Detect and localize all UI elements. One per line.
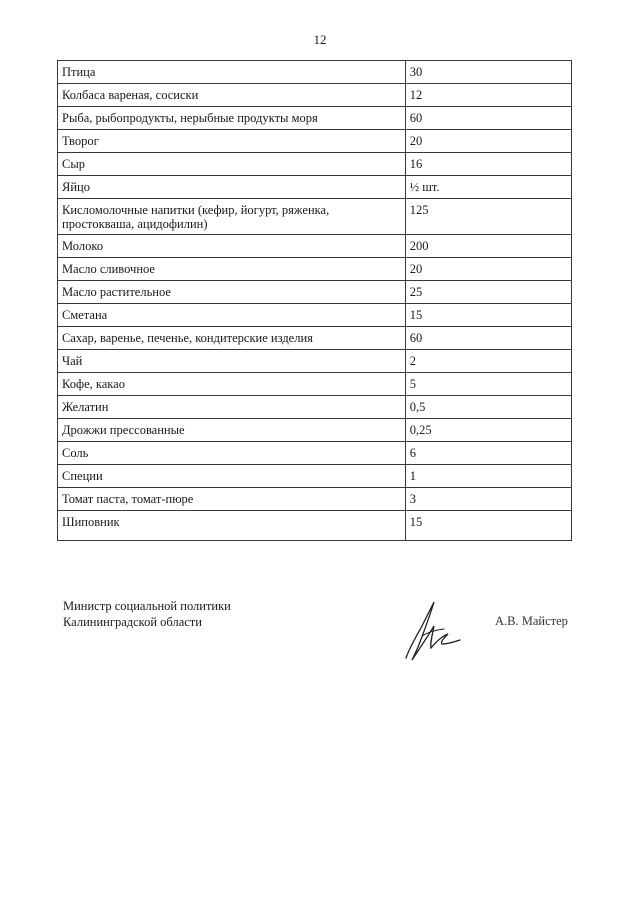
signer-name: А.В. Майстер bbox=[495, 614, 568, 628]
table-row bbox=[58, 153, 572, 176]
quantity-cell: 0,5 bbox=[405, 396, 571, 419]
product-name-cell: Сметана bbox=[58, 304, 406, 327]
table-row bbox=[58, 419, 572, 442]
product-name-cell: Шиповник bbox=[58, 511, 406, 541]
quantity-cell: 20 bbox=[405, 130, 571, 153]
quantity-cell: 2 bbox=[405, 350, 571, 373]
product-name-cell: Желатин bbox=[58, 396, 406, 419]
table-row bbox=[58, 281, 572, 304]
table-row bbox=[58, 465, 572, 488]
product-name-cell: Сыр bbox=[58, 153, 406, 176]
product-name-cell: Яйцо bbox=[58, 176, 406, 199]
table-row bbox=[58, 130, 572, 153]
quantity-cell: 5 bbox=[405, 373, 571, 396]
product-name-cell: Специи bbox=[58, 465, 406, 488]
product-name-cell: Масло сливочное bbox=[58, 258, 406, 281]
table-row bbox=[58, 199, 572, 235]
table-row bbox=[58, 396, 572, 419]
food-norms-table bbox=[57, 60, 572, 541]
page-number: 12 bbox=[313, 32, 327, 47]
product-name-cell: Кисломолочные напитки (кефир, йогурт, ряженка, простокваша, ацидофилин) bbox=[58, 199, 406, 235]
quantity-cell: 1 bbox=[405, 465, 571, 488]
handwritten-signature bbox=[398, 596, 468, 666]
food-norms-table-body bbox=[58, 61, 572, 541]
quantity-cell: 12 bbox=[405, 84, 571, 107]
quantity-cell: 200 bbox=[405, 235, 571, 258]
product-name-cell: Чай bbox=[58, 350, 406, 373]
table-row bbox=[58, 350, 572, 373]
product-name-cell: Рыба, рыбопродукты, нерыбные продукты моря bbox=[58, 107, 406, 130]
quantity-cell: 3 bbox=[405, 488, 571, 511]
signer-position-line2: Калининградской области bbox=[63, 615, 202, 629]
table-row bbox=[58, 327, 572, 350]
product-name-cell: Дрожжи прессованные bbox=[58, 419, 406, 442]
table-row bbox=[58, 258, 572, 281]
table-row bbox=[58, 373, 572, 396]
product-name-cell: Масло растительное bbox=[58, 281, 406, 304]
quantity-cell: ½ шт. bbox=[405, 176, 571, 199]
product-name-cell: Сахар, варенье, печенье, кондитерские изделия bbox=[58, 327, 406, 350]
quantity-cell: 6 bbox=[405, 442, 571, 465]
product-name-cell: Творог bbox=[58, 130, 406, 153]
product-name-cell: Птица bbox=[58, 61, 406, 84]
quantity-cell: 16 bbox=[405, 153, 571, 176]
product-name-cell: Томат паста, томат-пюре bbox=[58, 488, 406, 511]
table-row bbox=[58, 442, 572, 465]
table-row bbox=[58, 488, 572, 511]
quantity-cell: 60 bbox=[405, 107, 571, 130]
signer-position-line1: Министр социальной политики bbox=[63, 599, 231, 613]
signature-block bbox=[63, 598, 231, 630]
quantity-cell: 30 bbox=[405, 61, 571, 84]
product-name-cell: Соль bbox=[58, 442, 406, 465]
table-row bbox=[58, 304, 572, 327]
quantity-cell: 25 bbox=[405, 281, 571, 304]
table-row bbox=[58, 511, 572, 541]
quantity-cell: 20 bbox=[405, 258, 571, 281]
product-name-cell: Кофе, какао bbox=[58, 373, 406, 396]
quantity-cell: 0,25 bbox=[405, 419, 571, 442]
table-row bbox=[58, 235, 572, 258]
table-row bbox=[58, 84, 572, 107]
quantity-cell: 15 bbox=[405, 511, 571, 541]
quantity-cell: 125 bbox=[405, 199, 571, 235]
product-name-cell: Молоко bbox=[58, 235, 406, 258]
table-row bbox=[58, 61, 572, 84]
quantity-cell: 60 bbox=[405, 327, 571, 350]
table-row bbox=[58, 107, 572, 130]
product-name-cell: Колбаса вареная, сосиски bbox=[58, 84, 406, 107]
quantity-cell: 15 bbox=[405, 304, 571, 327]
table-row bbox=[58, 176, 572, 199]
